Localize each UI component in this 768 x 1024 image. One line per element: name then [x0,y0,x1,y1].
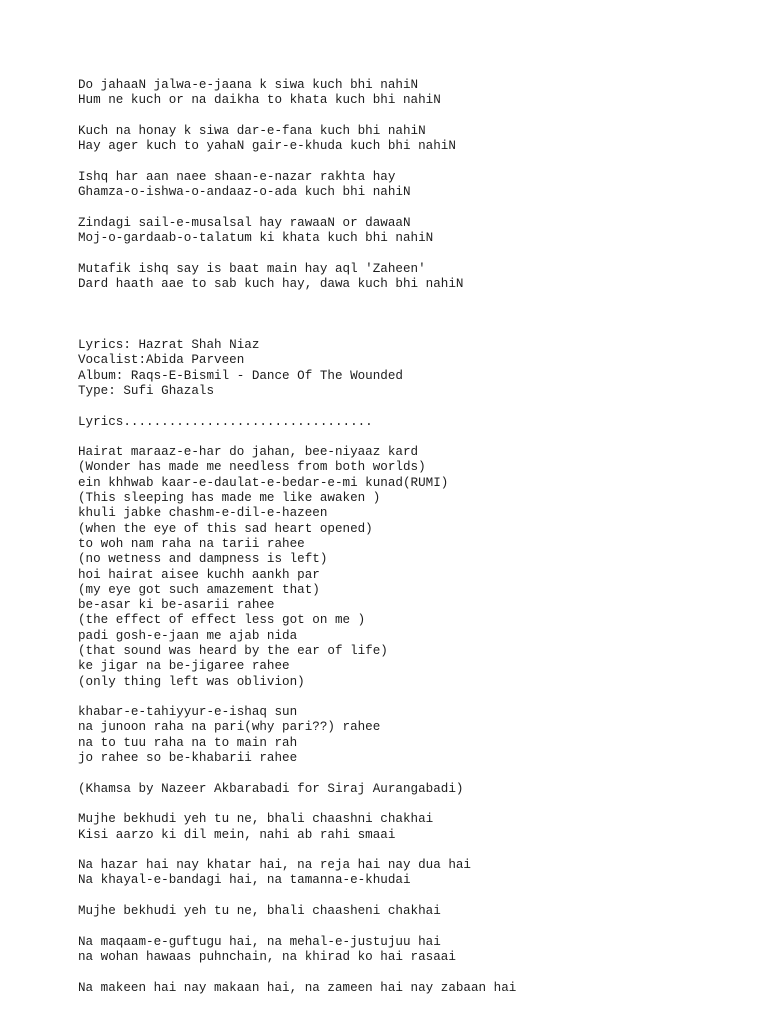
text-line: Dard haath aae to sab kuch hay, dawa kuch bhi nahiN [78,276,464,291]
stanza [78,782,758,797]
text-line: Kisi aarzo ki dil mein, nahi ab rahi smaai [78,827,396,842]
text-line: na to tuu raha na to main rah [78,735,298,750]
stanza [78,981,758,996]
text-line: Hay ager kuch to yahaN gair-e-khuda kuch bhi nahiN [78,139,456,154]
text-line: Zindagi sail-e-musalsal hay rawaaN or dawaaN [78,215,411,230]
text-line: khuli jabke chashm-e-dil-e-hazeen [78,506,328,521]
text-line: (Khamsa by Nazeer Akbarabadi for Siraj Aurangabadi) [78,781,464,796]
text-line: Mujhe bekhudi yeh tu ne, bhali chaasheni chakhai [78,904,441,919]
credit-album: Album: Raqs-E-Bismil - Dance Of The Wounded [78,368,403,383]
credit-lyricist: Lyrics: Hazrat Shah Niaz [78,338,260,353]
stanza [78,124,758,155]
text-line: (my eye got such amazement that) [78,582,320,597]
credit-vocalist: Vocalist:Abida Parveen [78,353,245,368]
text-line: Ishq har aan naee shaan-e-nazar rakhta hay [78,169,396,184]
stanza [78,904,758,919]
stanza [78,935,758,966]
stanza [78,705,758,766]
text-line: hoi hairat aisee kuchh aankh par [78,567,320,582]
lyrics-text [78,78,758,996]
text-line: Mujhe bekhudi yeh tu ne, bhali chaashni chakhai [78,812,434,827]
stanza [78,858,758,889]
text-line: (This sleeping has made me like awaken ) [78,491,381,506]
text-line: Na maqaam-e-guftugu hai, na mehal-e-justujuu hai [78,934,441,949]
text-line: Moj-o-gardaab-o-talatum ki khata kuch bhi nahiN [78,230,434,245]
text-line: (Wonder has made me needless from both worlds) [78,460,426,475]
text-line: padi gosh-e-jaan me ajab nida [78,628,298,643]
stanza [78,812,758,843]
text-line: (that sound was heard by the ear of life) [78,643,388,658]
text-line: Hairat maraaz-e-har do jahan, bee-niyaaz kard [78,445,419,460]
text-line: Mutafik ishq say is baat main hay aql 'Zaheen' [78,261,426,276]
text-line: na junoon raha na pari(why pari??) rahee [78,720,381,735]
stanza [78,170,758,201]
stanza [78,78,758,109]
text-line: Na khayal-e-bandagi hai, na tamanna-e-khudai [78,873,411,888]
text-line: Na makeen hai nay makaan hai, na zameen hai nay zabaan hai [78,980,517,995]
text-line: be-asar ki be-asarii rahee [78,598,275,613]
text-line: jo rahee so be-khabarii rahee [78,751,298,766]
text-line: (only thing left was oblivion) [78,674,305,689]
text-line: Do jahaaN jalwa-e-jaana k siwa kuch bhi nahiN [78,78,419,92]
text-line: (no wetness and dampness is left) [78,552,328,567]
text-line: (the effect of effect less got on me ) [78,613,366,628]
text-line: (when the eye of this sad heart opened) [78,521,373,536]
text-line: Kuch na honay k siwa dar-e-fana kuch bhi nahiN [78,123,426,138]
text-line: khabar-e-tahiyyur-e-ishaq sun [78,705,298,720]
stanza [78,262,758,293]
text-line: Ghamza-o-ishwa-o-andaaz-o-ada kuch bhi nahiN [78,185,411,200]
text-line: ke jigar na be-jigaree rahee [78,659,290,674]
text-line: Na hazar hai nay khatar hai, na reja hai nay dua hai [78,858,471,873]
text-line: ein khhwab kaar-e-daulat-e-bedar-e-mi kunad(RUMI) [78,475,449,490]
lyrics-heading: Lyrics................................. [78,414,373,429]
credits [78,338,758,399]
text-line: Hum ne kuch or na daikha to khata kuch bhi nahiN [78,93,441,108]
text-line: to woh nam raha na tarii rahee [78,536,305,551]
credit-type: Type: Sufi Ghazals [78,383,215,398]
text-line: na wohan hawaas puhnchain, na khirad ko hai rasaai [78,949,456,964]
stanza [78,216,758,247]
stanza [78,445,758,690]
